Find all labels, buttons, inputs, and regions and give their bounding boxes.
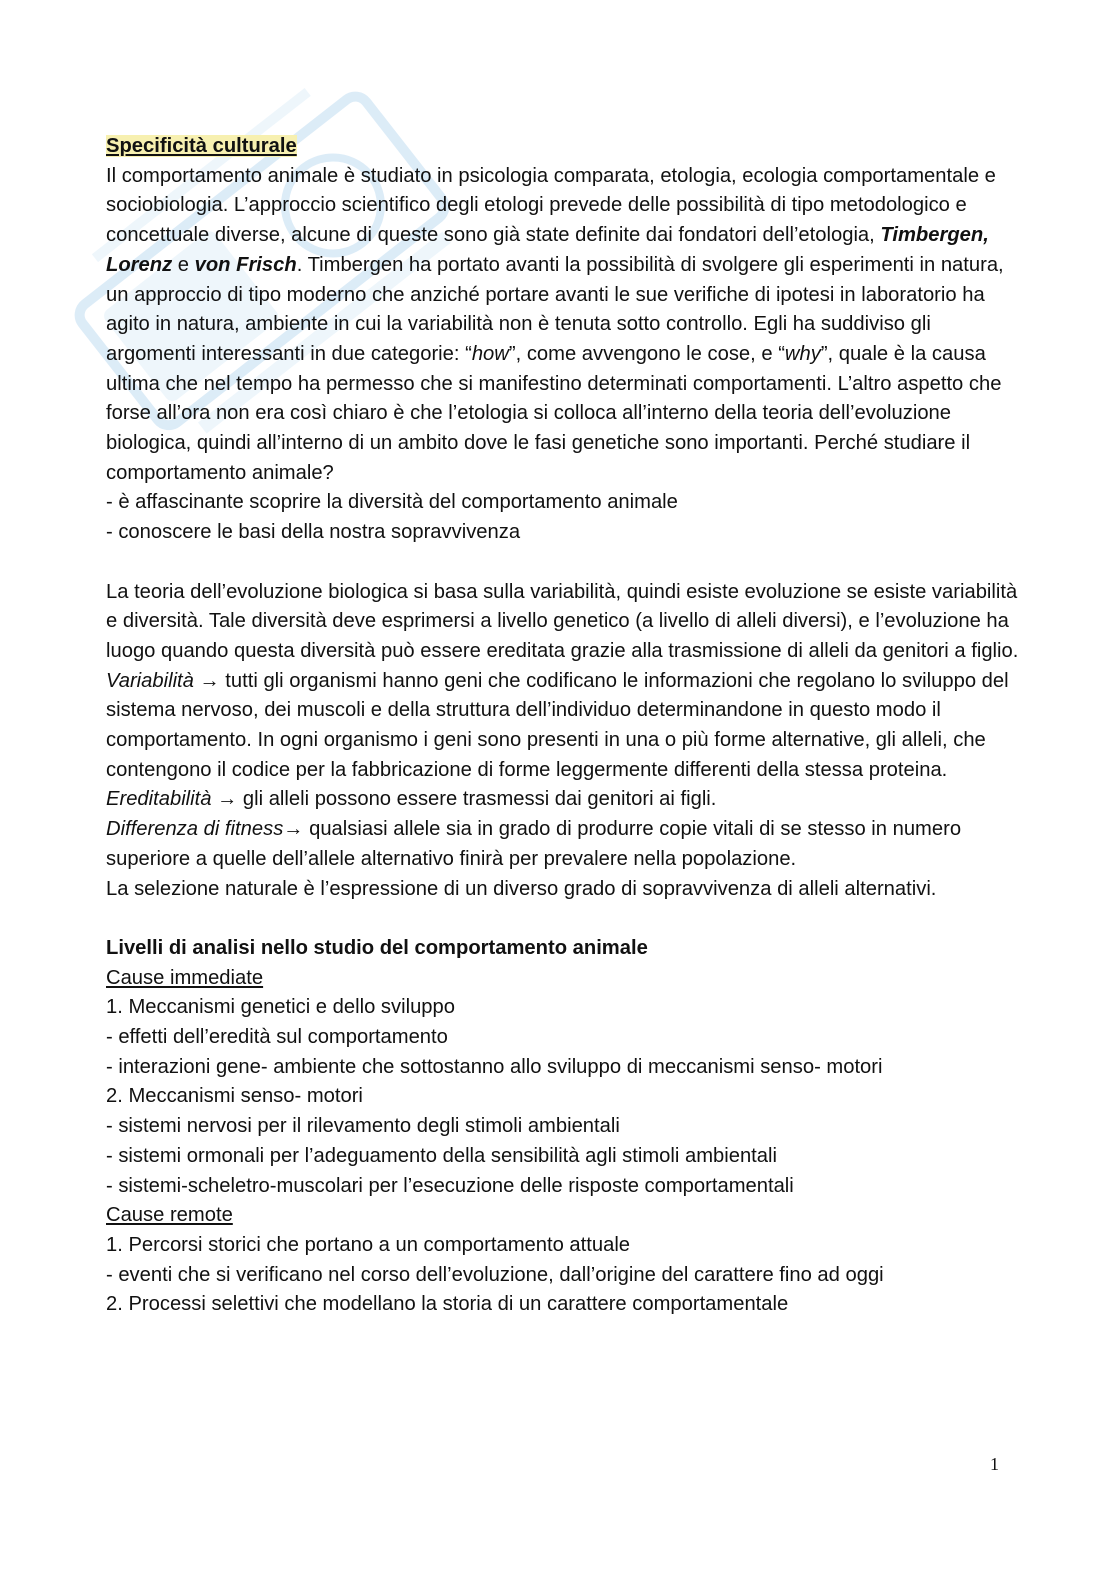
list-item: 2. Meccanismi senso- motori — [106, 1085, 363, 1108]
spacer — [106, 548, 1026, 578]
section-title-livelli: Livelli di analisi nello studio del comportamento animale — [106, 936, 648, 959]
term-fitness: Differenza di fitness — [106, 818, 284, 841]
paragraph-text: ”, quale è la causa ultima che nel tempo ha permesso che si manifestino determinati comportamenti. L’altro aspetto che forse all’ora non era così chiaro è che l’etologia si colloca all’interno della teoria dell’evoluzione biologica, quindi all’interno di un ambito dove le fasi genetiche sono importanti. Perché studiare il comportamento animale? — [106, 342, 1002, 484]
page-number: 1 — [990, 1454, 999, 1474]
list-item: - eventi che si verificano nel corso dell’evoluzione, dall’origine del carattere fino ad oggi — [106, 1263, 884, 1286]
list-item: - conoscere le basi della nostra sopravvivenza — [106, 521, 521, 544]
paragraph-text: e — [172, 253, 195, 276]
term-variabilita: Variabilità — [106, 669, 194, 692]
variabilita-paragraph — [106, 667, 1026, 786]
intro-paragraph — [106, 162, 1026, 489]
list-item: 2. Processi selettivi che modellano la storia di un carattere comportamentale — [106, 1293, 789, 1316]
paragraph-text: . Timbergen ha portato avanti la possibilità di svolgere gli esperimenti in natura, un approccio di tipo moderno che anziché portare avanti le sue verifiche di ipotesi in laboratorio ha agito in natura, ambiente in cui la variabilità non è tenuta sotto controllo. Egli ha suddiviso gli argomenti interessanti in due categorie: “ — [106, 253, 1004, 365]
list-item: - interazioni gene- ambiente che sottostanno allo sviluppo di meccanismi senso- motori — [106, 1055, 883, 1078]
heading-text: Specificità culturale — [106, 135, 297, 157]
list-item: 1. Meccanismi genetici e dello sviluppo — [106, 996, 455, 1019]
subheading-cause-remote: Cause remote — [106, 1204, 233, 1227]
list-item: - sistemi ormonali per l’adeguamento della sensibilità agli stimoli ambientali — [106, 1144, 777, 1167]
ereditabilita-paragraph — [106, 785, 1026, 815]
paragraph-text: → qualsiasi allele sia in grado di produrre copie vitali di se stesso in numero superiore a quelle dell’allele alternativo finirà per prevalere nella popolazione. — [106, 818, 962, 870]
paragraph-text: ”, come avvengono le cose, e “ — [508, 342, 785, 365]
list-item: - sistemi-scheletro-muscolari per l’esecuzione delle risposte comportamentali — [106, 1174, 794, 1197]
term-why: why — [784, 342, 821, 365]
paragraph-text: → gli alleli possono essere trasmessi dai genitori ai figli. — [211, 788, 717, 811]
document-body — [106, 132, 1026, 1320]
selezione-paragraph: La selezione naturale è l’espressione di un diverso grado di sopravvivenza di alleli alternativi. — [106, 877, 937, 900]
paragraph-text: Il comportamento animale è studiato in psicologia comparata, etologia, ecologia comportamentale e sociobiologia. L’approccio scientifico degli etologi prevede delle possibilità di tipo metodologico e concettuale diverse, alcune di queste sono già state definite dai fondatori dell’etologia, — [106, 164, 996, 247]
subheading-cause-immediate: Cause immediate — [106, 966, 264, 989]
section-title-specificita — [106, 132, 1026, 162]
list-item: - è affascinante scoprire la diversità del comportamento animale — [106, 491, 678, 514]
paragraph-text: → tutti gli organismi hanno geni che codificano le informazioni che regolano lo sviluppo del sistema nervoso, dei muscoli e della struttura dell’individuo determinandone in questo modo il comportamento. In ogni organismo i geni sono presenti in una o più forme alternative, gli alleli, che contengono il codice per la fabbricazione di forme leggermente differenti della stessa proteina. — [106, 669, 1009, 781]
evolution-paragraph: La teoria dell’evoluzione biologica si basa sulla variabilità, quindi esiste evoluzione se esiste variabilità e diversità. Tale diversità deve esprimersi a livello genetico (a livello di alleli diversi), e l’evoluzione ha luogo quando questa diversità può essere ereditata grazie alla trasmissione di alleli da genitori a figlio. — [106, 580, 1019, 662]
list-item: 1. Percorsi storici che portano a un comportamento attuale — [106, 1233, 631, 1256]
list-item: - effetti dell’eredità sul comportamento — [106, 1026, 448, 1049]
term-how: how — [471, 342, 509, 365]
founder-names: Timbergen, Lorenz — [106, 224, 989, 276]
fitness-paragraph — [106, 815, 1026, 874]
spacer — [106, 904, 1026, 934]
list-item: - sistemi nervosi per il rilevamento degli stimoli ambientali — [106, 1115, 620, 1138]
term-ereditabilita: Ereditabilità — [106, 788, 212, 811]
founder-name: von Frisch — [194, 253, 297, 276]
